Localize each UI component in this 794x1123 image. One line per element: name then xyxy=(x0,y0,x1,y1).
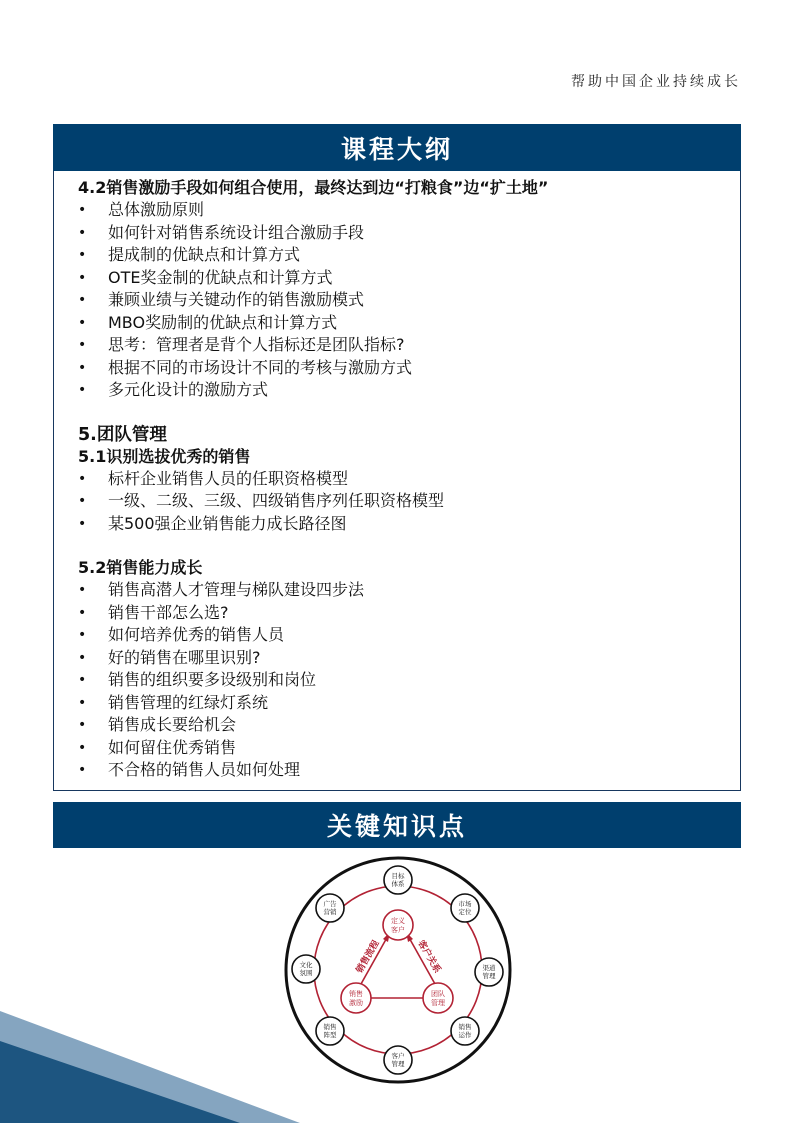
svg-text:渠道: 渠道 xyxy=(482,964,496,972)
list-item: • 多元化设计的激励方式 xyxy=(78,379,730,402)
list-item: • 如何培养优秀的销售人员 xyxy=(78,624,730,647)
svg-text:激励: 激励 xyxy=(349,999,363,1007)
list-item: • 不合格的销售人员如何处理 xyxy=(78,759,730,782)
section-5-2-list xyxy=(78,579,730,782)
svg-text:销售: 销售 xyxy=(349,990,363,998)
list-item: • 好的销售在哪里识别? xyxy=(78,647,730,670)
svg-text:销售: 销售 xyxy=(458,1023,472,1031)
outer-node-market-positioning xyxy=(451,894,479,922)
svg-text:阵型: 阵型 xyxy=(323,1031,337,1039)
svg-text:定位: 定位 xyxy=(458,908,472,916)
outer-node-culture-atmosphere xyxy=(292,955,320,983)
list-item: • OTE奖金制的优缺点和计算方式 xyxy=(78,267,730,290)
section-5-1-list xyxy=(78,468,730,536)
svg-text:文化: 文化 xyxy=(299,961,313,969)
course-outline-title: 课程大纲 xyxy=(340,134,453,164)
svg-text:体系: 体系 xyxy=(391,880,405,888)
list-item: • 销售的组织要多设级别和岗位 xyxy=(78,669,730,692)
course-outline-content xyxy=(78,177,730,782)
outer-node-advertising-marketing xyxy=(316,894,344,922)
list-item: • 标杆企业销售人员的任职资格模型 xyxy=(78,468,730,491)
section-4-2-list xyxy=(78,199,730,402)
svg-text:目标: 目标 xyxy=(391,872,405,880)
list-item: • 思考：管理者是背个人指标还是团队指标? xyxy=(78,334,730,357)
outer-node-sales-operation xyxy=(451,1017,479,1045)
list-item: • 提成制的优缺点和计算方式 xyxy=(78,244,730,267)
svg-text:运作: 运作 xyxy=(458,1031,472,1039)
svg-text:广告: 广告 xyxy=(323,900,337,908)
svg-text:客户: 客户 xyxy=(391,1052,405,1060)
key-points-title: 关键知识点 xyxy=(326,812,467,841)
svg-text:市场: 市场 xyxy=(458,900,472,908)
inner-node-left xyxy=(341,983,371,1013)
svg-text:团队: 团队 xyxy=(431,990,445,998)
list-item: • 如何留住优秀销售 xyxy=(78,737,730,760)
list-item: • 一级、二级、三级、四级销售序列任职资格模型 xyxy=(78,490,730,513)
svg-text:定义: 定义 xyxy=(391,917,405,925)
corner-decoration xyxy=(0,1011,300,1123)
list-item: • 某500强企业销售能力成长路径图 xyxy=(78,513,730,536)
outer-node-sales-formation xyxy=(316,1017,344,1045)
svg-text:氛围: 氛围 xyxy=(299,969,313,977)
svg-text:客户: 客户 xyxy=(391,926,405,934)
svg-text:营销: 营销 xyxy=(323,908,337,916)
outer-node-target-system xyxy=(384,866,412,894)
outer-node-channel-management xyxy=(475,958,503,986)
tagline: 帮助中国企业持续成长 xyxy=(571,74,741,90)
list-item: • MBO奖励制的优缺点和计算方式 xyxy=(78,312,730,335)
svg-text:管理: 管理 xyxy=(391,1060,405,1068)
inner-node-top xyxy=(383,910,413,940)
list-item: • 销售管理的红绿灯系统 xyxy=(78,692,730,715)
inner-node-right xyxy=(423,983,453,1013)
section-5-2-title: 5.2销售能力成长 xyxy=(78,558,203,577)
section-5-1-title: 5.1识别选拔优秀的销售 xyxy=(78,446,251,466)
list-item: • 销售高潜人才管理与梯队建设四步法 xyxy=(78,579,730,602)
course-outline-box xyxy=(53,171,741,791)
list-item: • 根据不同的市场设计不同的考核与激励方式 xyxy=(78,357,730,380)
list-item: • 兼顾业绩与关键动作的销售激励模式 xyxy=(78,289,730,312)
key-points-title-bar xyxy=(53,802,741,848)
svg-text:管理: 管理 xyxy=(482,972,496,980)
list-item: • 如何针对销售系统设计组合激励手段 xyxy=(78,222,730,245)
section-5-title: 5.团队管理 xyxy=(78,424,167,445)
edge-label-left: 销售流程 xyxy=(354,938,382,976)
list-item: • 销售成长要给机会 xyxy=(78,714,730,737)
outer-node-customer-management xyxy=(384,1046,412,1074)
section-4-2-title: 4.2销售激励手段如何组合使用，最终达到边“打粮食”边“扩土地” xyxy=(78,178,549,197)
list-item: • 总体激励原则 xyxy=(78,199,730,222)
edge-label-right: 客户关系 xyxy=(415,938,443,976)
course-outline-title-bar xyxy=(53,124,741,171)
svg-text:管理: 管理 xyxy=(431,999,445,1007)
svg-text:销售: 销售 xyxy=(323,1023,337,1031)
list-item: • 销售干部怎么选? xyxy=(78,602,730,625)
sales-management-diagram xyxy=(280,855,520,1095)
